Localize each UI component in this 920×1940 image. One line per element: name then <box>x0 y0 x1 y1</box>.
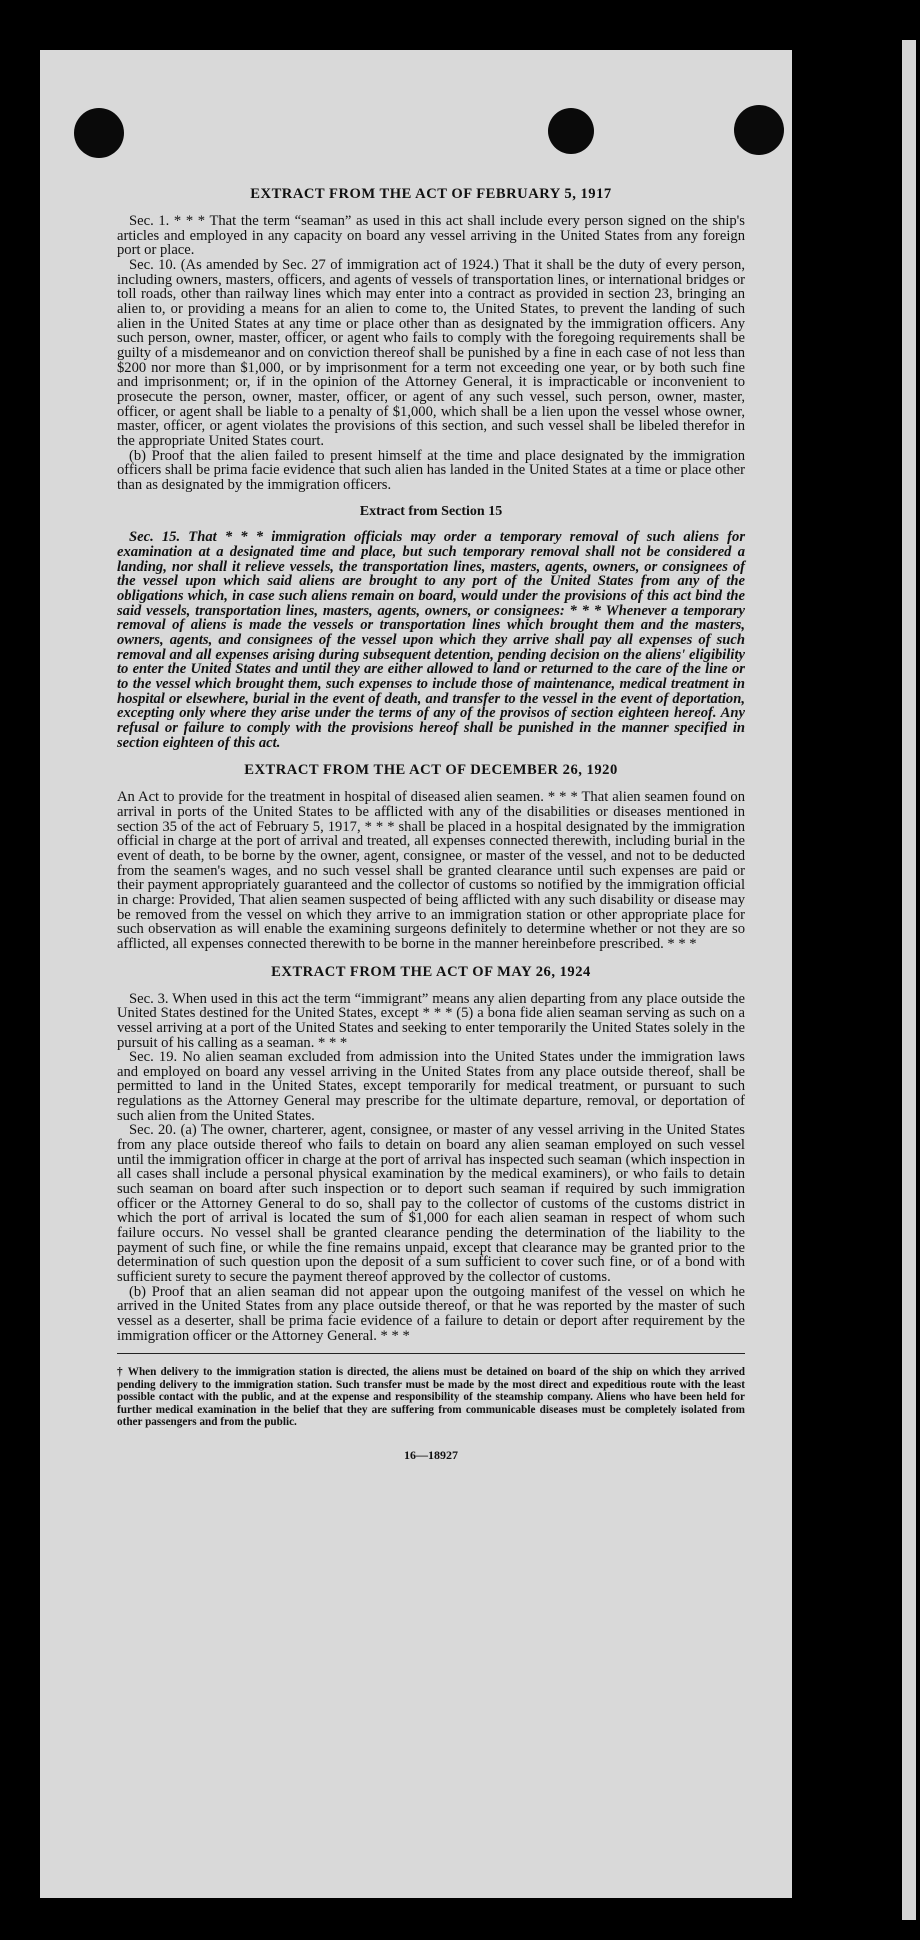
section-20b-text: (b) Proof that an alien seaman did not appear upon the outgoing manifest of the vessel on which he arrived in the United States from any place outside thereof, or that he was reported by the master of such vessel as a deserter, shall be prima facie evidence of a failure to detain or deport after requirement by the immigration officer or the Attorney General. * * * <box>117 1283 745 1344</box>
heading-act-1917: EXTRACT FROM THE ACT OF FEBRUARY 5, 1917 <box>250 186 612 202</box>
punch-hole-center <box>548 108 594 154</box>
heading-act-1924: EXTRACT FROM THE ACT OF MAY 26, 1924 <box>271 963 591 980</box>
footnote-text: † When delivery to the immigration station is directed, the aliens must be detained on board of the ship on which they arrived pending delivery to the immigration station. Such transfer must be made by the most direct and expeditious route with the least possible contact with the public, and at the expense and responsibility of the steamship company. Aliens who have been held for further medical examination in the belief that they are suffering from communicable diseases must be completely isolated from other passengers and from the public. <box>117 1366 745 1428</box>
document-page <box>40 50 792 1898</box>
section-10-text: Sec. 10. (As amended by Sec. 27 of immigration act of 1924.) That it shall be the duty of every person, including owners, masters, officers, and agents of vessels of transportation lines, or international bridges or toll roads, other than railway lines which may enter into a contract as provided in section 23, bringing an alien to, or providing a means for an alien to come to, the United States, to prevent the landing of such alien in the United States at any time or place other than as designated by the immigration officers. Any such person, owner, master, officer, or agent who fails to comply with the foregoing requirements shall be guilty of a misdemeanor and on conviction thereof shall be punished by a fine in each case of not less than $200 nor more than $1,000, or by imprisonment for a term not exceeding one year, or by both such fine and imprisonment; or, if in the opinion of the Attorney General, it is impracticable or inconvenient to prosecute the person, owner, master, officer, or agent of any such vessel, such person, owner, master, officer, or agent shall be liable to a penalty of $1,000, which shall be a lien upon the vessel whose owner, master, officer, or agent violates the provisions of this section, and such vessel shall be libeled therefor in the appropriate United States court. <box>117 256 745 449</box>
heading-act-1920: EXTRACT FROM THE ACT OF DECEMBER 26, 1920 <box>244 762 618 779</box>
document-body <box>117 184 745 1463</box>
section-10b-text: (b) Proof that the alien failed to present himself at the time and place designated by the immigration officers shall be prima facie evidence that such alien has landed in the United States at a time or place other than as designated by the immigration officers. <box>117 447 745 493</box>
form-number: 16—18927 <box>404 1448 458 1463</box>
act-1920-text: An Act to provide for the treatment in hospital of diseased alien seamen. * * * That alien seamen found on arrival in ports of the United States to be afflicted with any of the disabilities or diseases mentioned in section 35 of the act of February 5, 1917, * * * shall be placed in a hospital designated by the immigration official in charge at the port of arrival and treated, all expenses connected therewith, including burial in the event of death, to be borne by the owner, agent, consignee, or master of the vessel, and not to be deducted from the seamen's wages, and no such vessel shall be granted clearance until such expenses are paid or their payment appropriately guaranteed and the collector of customs so notified by the immigration official in charge: Provided, That alien seamen suspected of being afflicted with any such disability or disease may be removed from the vessel on which they arrive to an immigration station or other appropriate place for such observation as will enable the examining surgeons definitely to determine whether or not they are so afflicted, all expenses connected therewith to be borne in the manner hereinbefore prescribed. * * * <box>117 789 745 952</box>
section-19-text: Sec. 19. No alien seaman excluded from admission into the United States under the immigration laws and employed on board any vessel arriving in the United States from any place outside thereof, shall be permitted to land in the United States, except temporarily for medical treatment, or pursuant to such regulations as the Attorney General may prescribe for the ultimate departure, removal, or deportation of such alien from the United States. <box>117 1049 745 1124</box>
section-15-text: Sec. 15. That * * * immigration officials may order a temporary removal of such aliens for examination at a designated time and place, but such temporary removal shall not be considered a landing, nor shall it relieve vessels, the transportation lines, masters, agents, owners, or consignees of the vessel upon which said aliens are brought to any port of the United States from any of the obligations which, in case such aliens remain on board, would under the provisions of this act bind the said vessels, transportation lines, masters, agents, owners, or consignees: * * * Whenever a temporary removal of aliens is made the vessels or transportation lines which brought them and the masters, owners, agents, and consignees of the vessel upon which they arrive shall pay all expenses of such removal and all expenses arising during subsequent detention, pending decision on the aliens' eligibility to enter the United States and until they are either allowed to land or returned to the care of the line or to the vessel which brought them, such expenses to include those of maintenance, medical treatment in hospital or elsewhere, burial in the event of death, and transfer to the vessel in the event of deportation, excepting only where they arise under the terms of any of the provisos of section eighteen hereof. Any refusal or failure to comply with the provisions hereof shall be punished in the manner specified in section eighteen of this act. <box>117 529 745 751</box>
section-1-text: Sec. 1. * * * That the term “seaman” as used in this act shall include every person signed on the ship's articles and employed in any capacity on board any vessel arriving in the United States from any foreign port or place. <box>117 213 745 259</box>
section-3-text: Sec. 3. When used in this act the term “immigrant” means any alien departing from any place outside the United States destined for the United States, except * * * (5) a bona fide alien seaman serving as such on a vessel arriving at a port of the United States and seeking to enter temporarily the United States solely in the pursuit of his calling as a seaman. * * * <box>117 990 745 1051</box>
punch-hole-right <box>734 105 784 155</box>
section-20a-text: Sec. 20. (a) The owner, charterer, agent, consignee, or master of any vessel arriving in the United States from any place outside thereof who fails to detain on board any alien seaman employed on such vessel until the immigration officer in charge at the port of arrival has inspected such seaman (which inspection in all cases shall include a personal physical examination by the medical examiners), or who fails to detain such seaman on board after such inspection or to deport such seaman if required by such immigration officer or the Attorney General to do so, shall pay to the collector of customs of the customs district in which the port of arrival is located the sum of $1,000 for each alien seaman in respect of whom such failure occurs. No vessel shall be granted clearance pending the determination of the liability to the payment of such fine, or while the fine remains unpaid, except that clearance may be granted prior to the determination of such question upon the deposit of a sum sufficient to cover such fine, or of a bond with sufficient surety to secure the payment thereof approved by the collector of customs. <box>117 1122 745 1285</box>
footnote-divider <box>117 1353 745 1354</box>
heading-section-15: Extract from Section 15 <box>359 504 503 520</box>
punch-hole-left <box>74 108 124 158</box>
adjacent-page-edge <box>902 40 916 1920</box>
